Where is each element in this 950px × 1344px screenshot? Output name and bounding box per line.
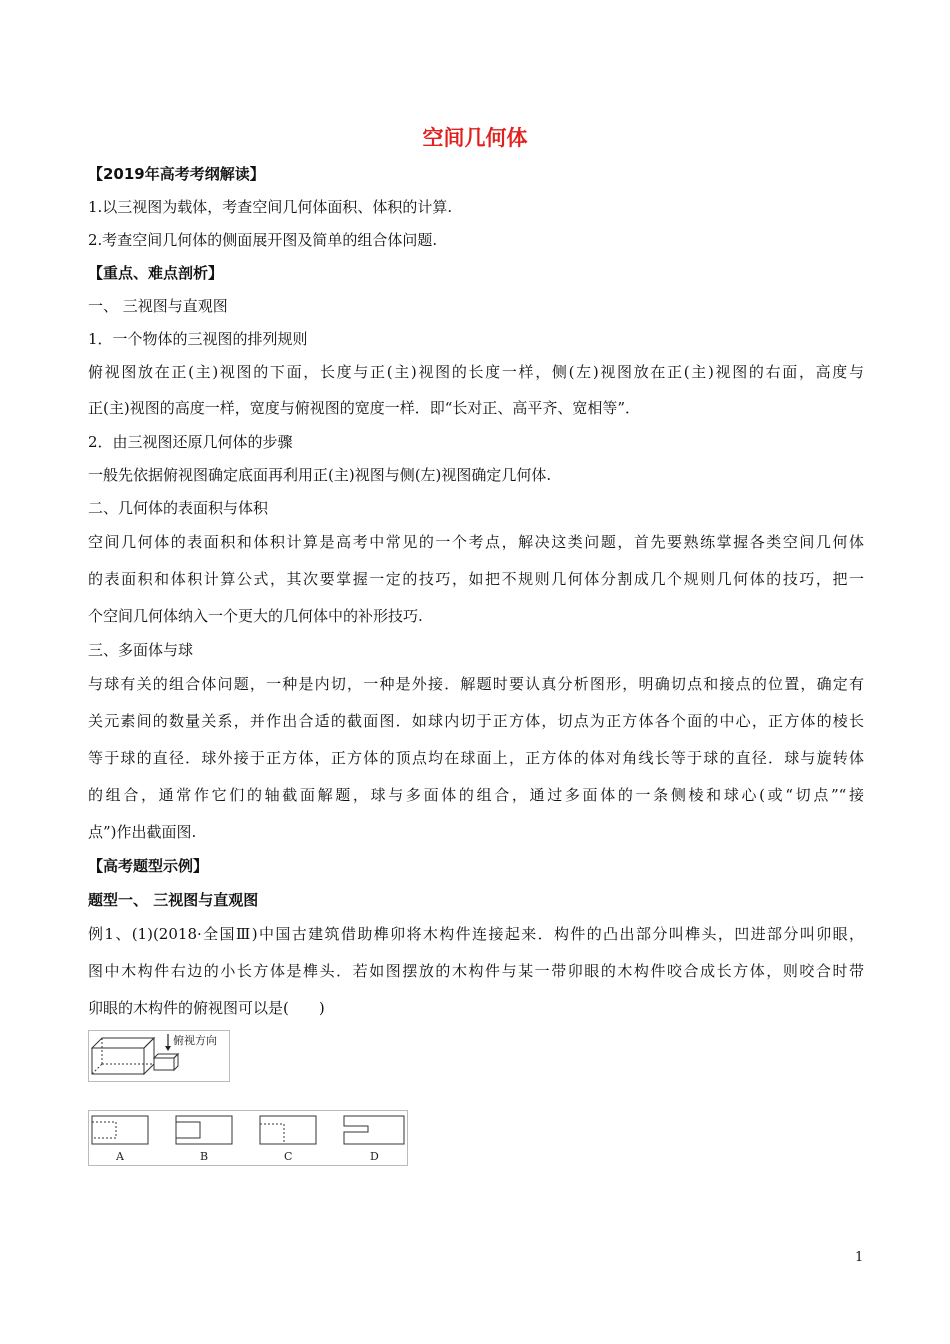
part1-sub2-title: 2．由三视图还原几何体的步骤	[88, 433, 293, 451]
part2-line3: 个空间几何体纳入一个更大的几何体中的补形技巧.	[88, 607, 423, 625]
part3-title: 三、多面体与球	[88, 641, 194, 659]
outline-header: 【2019年高考考纲解读】	[88, 165, 265, 183]
page-title: 空间几何体	[422, 126, 528, 150]
part1-sub2-line1: 一般先依据俯视图确定底面再利用正(主)视图与侧(左)视图确定几何体.	[88, 466, 552, 484]
page-number: 1	[855, 1250, 864, 1265]
option-a-view	[92, 1116, 148, 1144]
part1-sub1-line1: 俯视图放在正(主)视图的下面，长度与正(主)视图的长度一样，侧(左)视图放在正(主)视图的右面，高度与	[88, 363, 864, 381]
part2-line2: 的表面积和体积计算公式，其次要掌握一定的技巧，如把不规则几何体分割成几个规则几何体的技巧，把一	[88, 570, 864, 588]
option-d-view	[344, 1116, 404, 1144]
component-figure	[88, 1030, 230, 1082]
outline-item-1: 1.以三视图为载体，考查空间几何体面积、体积的计算.	[88, 198, 453, 216]
option-c-view	[260, 1116, 316, 1144]
example1-line1: 例1、(1)(2018·全国Ⅲ)中国古建筑借助榫卯将木构件连接起来．构件的凸出部分叫榫头，凹进部分叫卯眼，	[88, 925, 864, 943]
direction-label: 俯视方向	[173, 1034, 217, 1047]
examples-header: 【高考题型示例】	[88, 857, 209, 875]
part2-title: 二、几何体的表面积与体积	[88, 499, 269, 517]
outline-item-2: 2.考查空间几何体的侧面展开图及简单的组合体问题.	[88, 231, 438, 249]
part1-sub1-title: 1．一个物体的三视图的排列规则	[88, 330, 308, 348]
part3-line2: 关元素间的数量关系，并作出合适的截面图．如球内切于正方体，切点为正方体各个面的中心，正方体的棱长	[88, 712, 864, 730]
option-a-label: A	[116, 1150, 124, 1163]
analysis-header: 【重点、难点剖析】	[88, 264, 224, 282]
example1-line2: 图中木构件右边的小长方体是榫头．若如图摆放的木构件与某一带卯眼的木构件咬合成长方体，则咬合时带	[88, 962, 864, 980]
part2-line1: 空间几何体的表面积和体积计算是高考中常见的一个考点，解决这类问题，首先要熟练掌握各类空间几何体	[88, 533, 864, 551]
option-b-view	[176, 1116, 232, 1144]
part1-title: 一、 三视图与直观图	[88, 297, 228, 315]
option-b-label: B	[200, 1150, 209, 1163]
part3-line4: 的组合，通常作它们的轴截面解题，球与多面体的组合，通过多面体的一条侧棱和球心(或“切点”“接	[88, 786, 864, 804]
options-figure	[88, 1110, 408, 1166]
part3-line3: 等于球的直径．球外接于正方体，正方体的顶点均在球面上，正方体的体对角线长等于球的直径．球与旋转体	[88, 749, 864, 767]
part3-line5: 点”)作出截面图.	[88, 823, 197, 841]
part1-sub1-line2: 正(主)视图的高度一样，宽度与俯视图的宽度一样．即“长对正、高平齐、宽相等”．	[88, 399, 641, 417]
example1-line3: 卯眼的木构件的俯视图可以是( )	[88, 999, 325, 1017]
option-d-label: D	[370, 1150, 379, 1163]
option-c-label: C	[284, 1150, 293, 1163]
part3-line1: 与球有关的组合体问题，一种是内切，一种是外接．解题时要认真分析图形，明确切点和接点的位置，确定有	[88, 675, 864, 693]
type1-title: 题型一、 三视图与直观图	[88, 891, 259, 909]
